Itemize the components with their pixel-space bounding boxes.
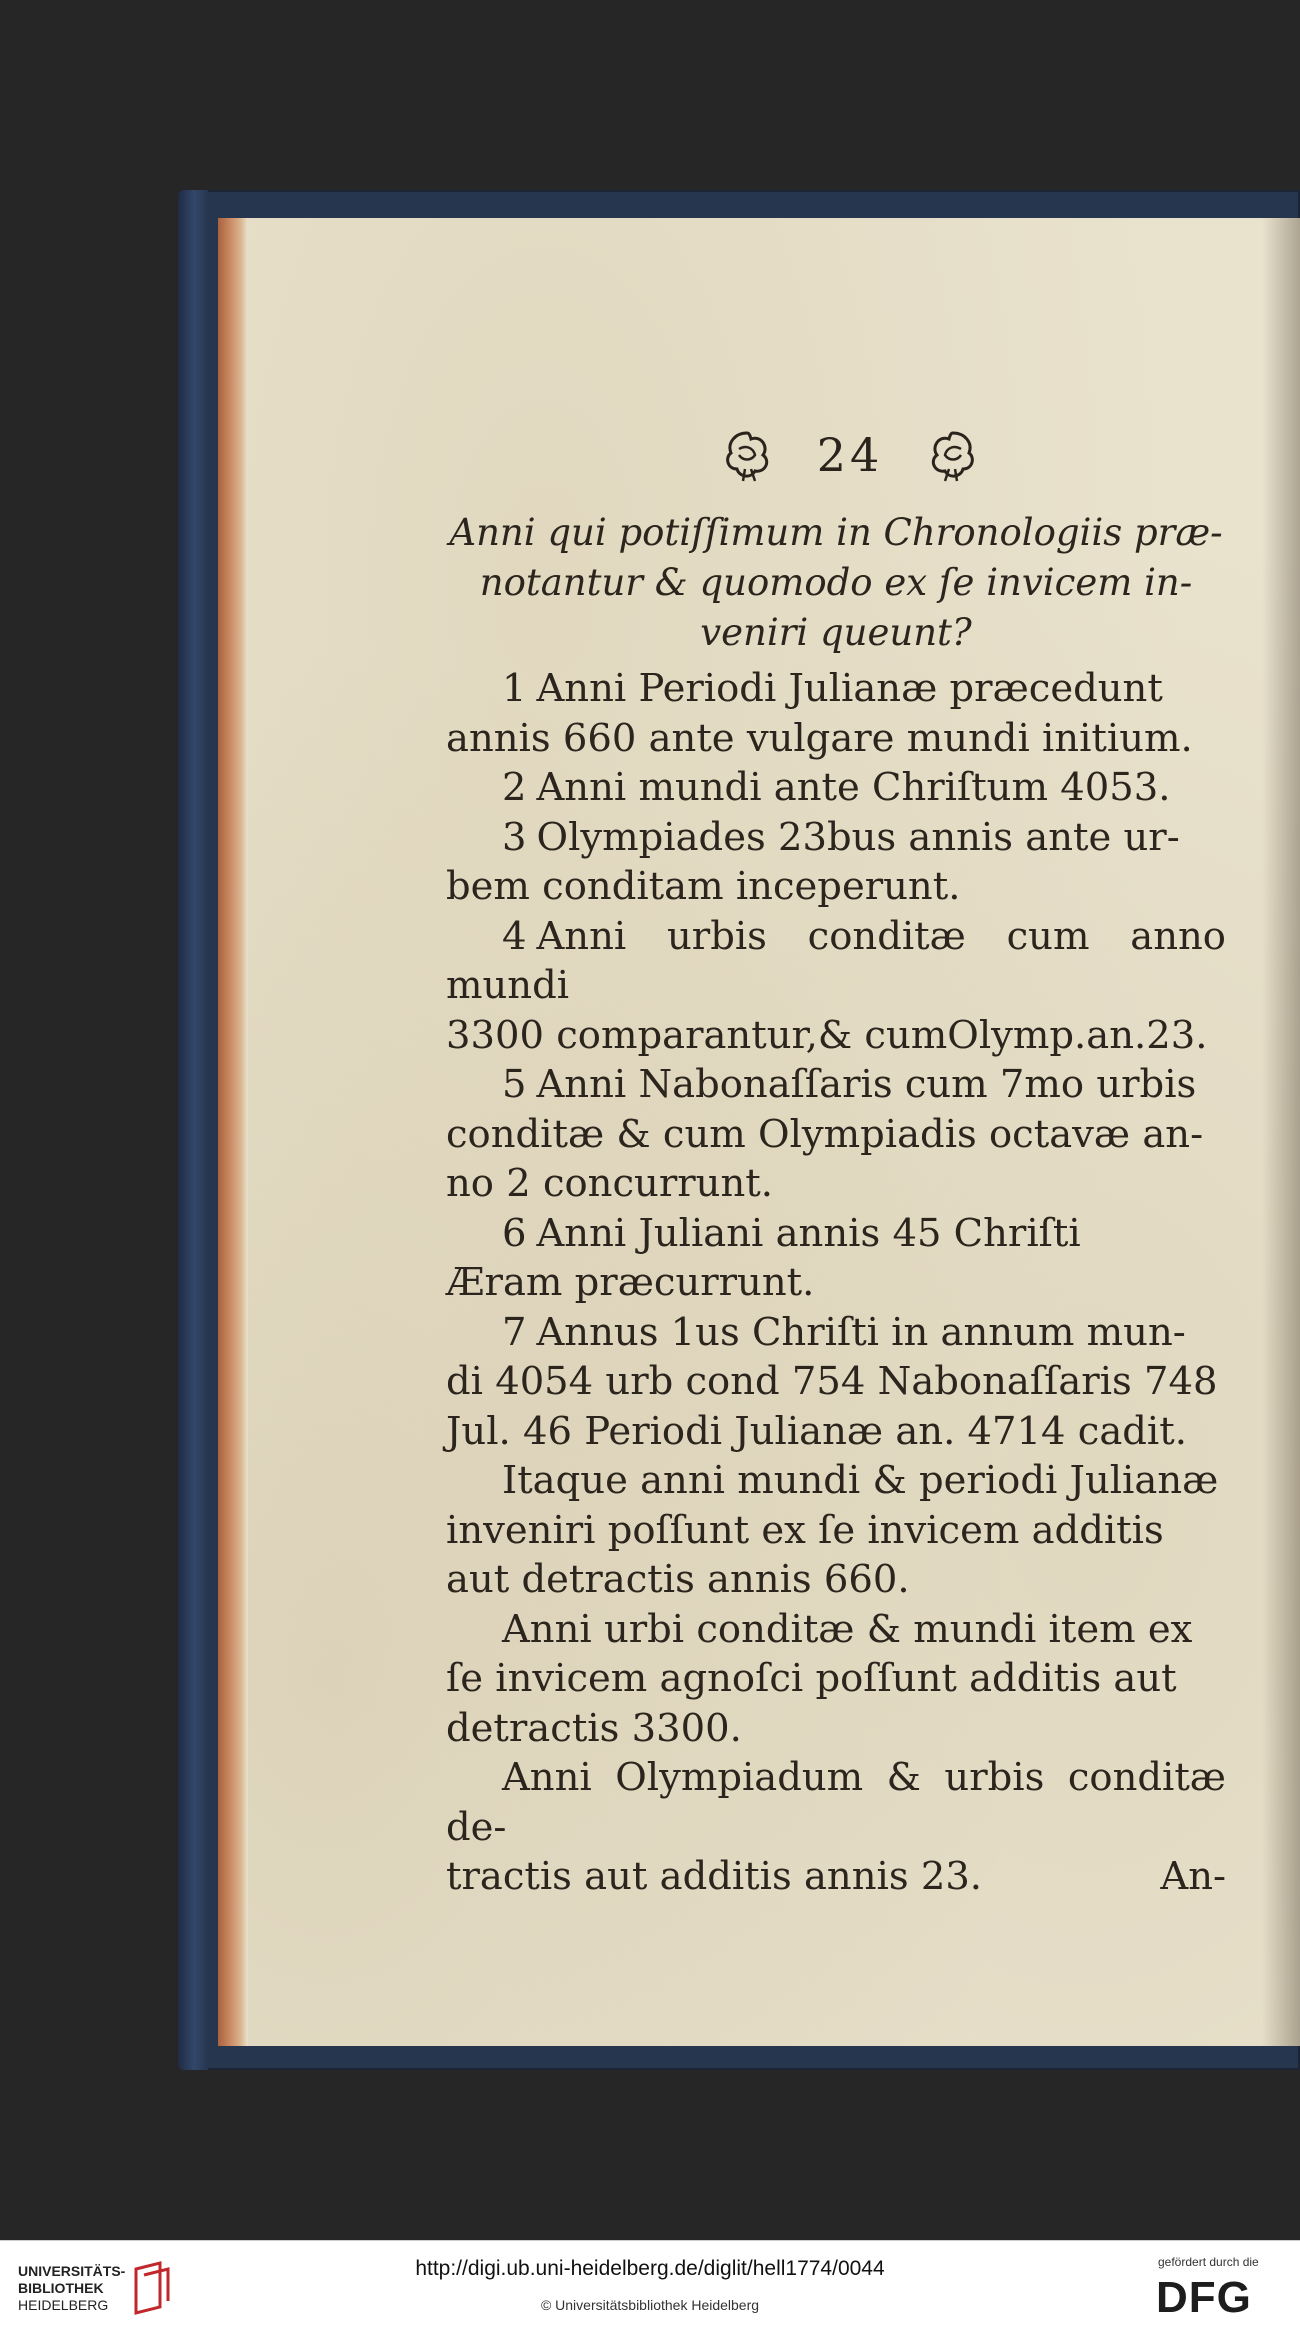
page-header — [690, 420, 1010, 490]
item-number: 5 — [502, 1062, 527, 1107]
item-line: annis 660 ante vulgare mundi initium. — [446, 715, 1193, 761]
item-number: 4 — [502, 913, 527, 959]
item-number: 2 — [502, 765, 527, 810]
item-line: di 4054 urb cond 754 Nabonaſſaris 748 — [446, 1359, 1218, 1404]
list-item — [446, 1308, 1226, 1457]
item-number: 7 — [502, 1309, 527, 1355]
paragraph-line: Anni urbi conditæ & mundi item ex — [502, 1606, 1193, 1652]
list-item — [446, 1209, 1226, 1308]
item-line: Anni Juliani annis 45 Chriſti — [536, 1210, 1081, 1256]
item-line: conditæ & cum Olympiadis octavæ an- — [446, 1111, 1204, 1157]
last-line — [446, 1852, 1226, 1902]
library-name-line: UNIVERSITÄTS- — [18, 2263, 126, 2279]
copyright-text: © Universitätsbibliothek Heidelberg — [540, 2297, 760, 2313]
list-item — [446, 912, 1226, 1061]
item-number: 1 — [502, 666, 527, 711]
paragraph-line: ſe invicem agnoſci poſſunt additis aut — [446, 1656, 1177, 1701]
title-line: notantur & quomodo ex ſe invicem in- — [479, 561, 1193, 604]
item-line: Olympiades 23bus annis ante ur- — [536, 814, 1180, 860]
item-line: 3300 comparantur,& cumOlymp.an.23. — [446, 1012, 1208, 1058]
right-ornament-icon — [923, 425, 983, 485]
library-name-line: HEIDELBERG — [18, 2297, 109, 2313]
viewer-footer — [0, 2240, 1300, 2333]
page-number: 24 — [816, 428, 884, 482]
library-name-line: BIBLIOTHEK — [18, 2280, 104, 2296]
item-line: Anni mundi ante Chriſtum 4053. — [536, 765, 1171, 810]
page-edge — [218, 218, 248, 2046]
paragraph-line: tractis aut additis annis 23. — [446, 1854, 983, 1899]
page-text — [446, 508, 1226, 1902]
list-item — [446, 1060, 1226, 1209]
item-line: Anni Nabonaſſaris cum 7mo urbis — [536, 1062, 1197, 1107]
paragraph-line: inveniri poſſunt ex ſe invicem additis — [446, 1507, 1164, 1553]
paragraph-line: Anni Olympiadum & urbis conditæ de- — [446, 1755, 1226, 1850]
catchword: An- — [1160, 1854, 1226, 1899]
item-number: 6 — [502, 1210, 527, 1256]
title-line: veniri queunt? — [700, 611, 972, 654]
list-item — [446, 664, 1226, 763]
list-item — [446, 763, 1226, 813]
list-item — [446, 813, 1226, 912]
left-ornament-icon — [717, 425, 777, 485]
item-line: Anni Periodi Julianæ præcedunt — [536, 666, 1163, 711]
item-line: no 2 concurrunt. — [446, 1161, 773, 1206]
paragraph-line: aut detractis annis 660. — [446, 1557, 910, 1602]
paragraph — [446, 1456, 1226, 1605]
item-line: Jul. 46 Periodi Julianæ an. 4714 cadit. — [446, 1408, 1187, 1454]
paragraph — [446, 1753, 1226, 1902]
dfg-logo: DFG — [1156, 2273, 1252, 2322]
title-line: Anni qui potiſſimum in Chronologiis præ- — [449, 511, 1223, 554]
paragraph-line: detractis 3300. — [446, 1705, 742, 1751]
paragraph — [446, 1605, 1226, 1754]
item-line: Anni urbis conditæ cum anno mundi — [446, 913, 1226, 1008]
item-line: Æram præcurrunt. — [446, 1260, 815, 1305]
item-line: bem conditam inceperunt. — [446, 864, 961, 909]
item-line: Annus 1us Chriſti in annum mun- — [536, 1309, 1186, 1355]
item-number: 3 — [502, 814, 527, 860]
page-url-link[interactable]: http://digi.ub.uni-heidelberg.de/diglit/hell1774/0044 — [415, 2257, 885, 2280]
page-gutter — [1262, 218, 1300, 2046]
section-title — [446, 508, 1226, 658]
paragraph-line: Itaque anni mundi & periodi Julianæ — [502, 1458, 1219, 1503]
funding-label: gefördert durch die — [1158, 2255, 1259, 2269]
